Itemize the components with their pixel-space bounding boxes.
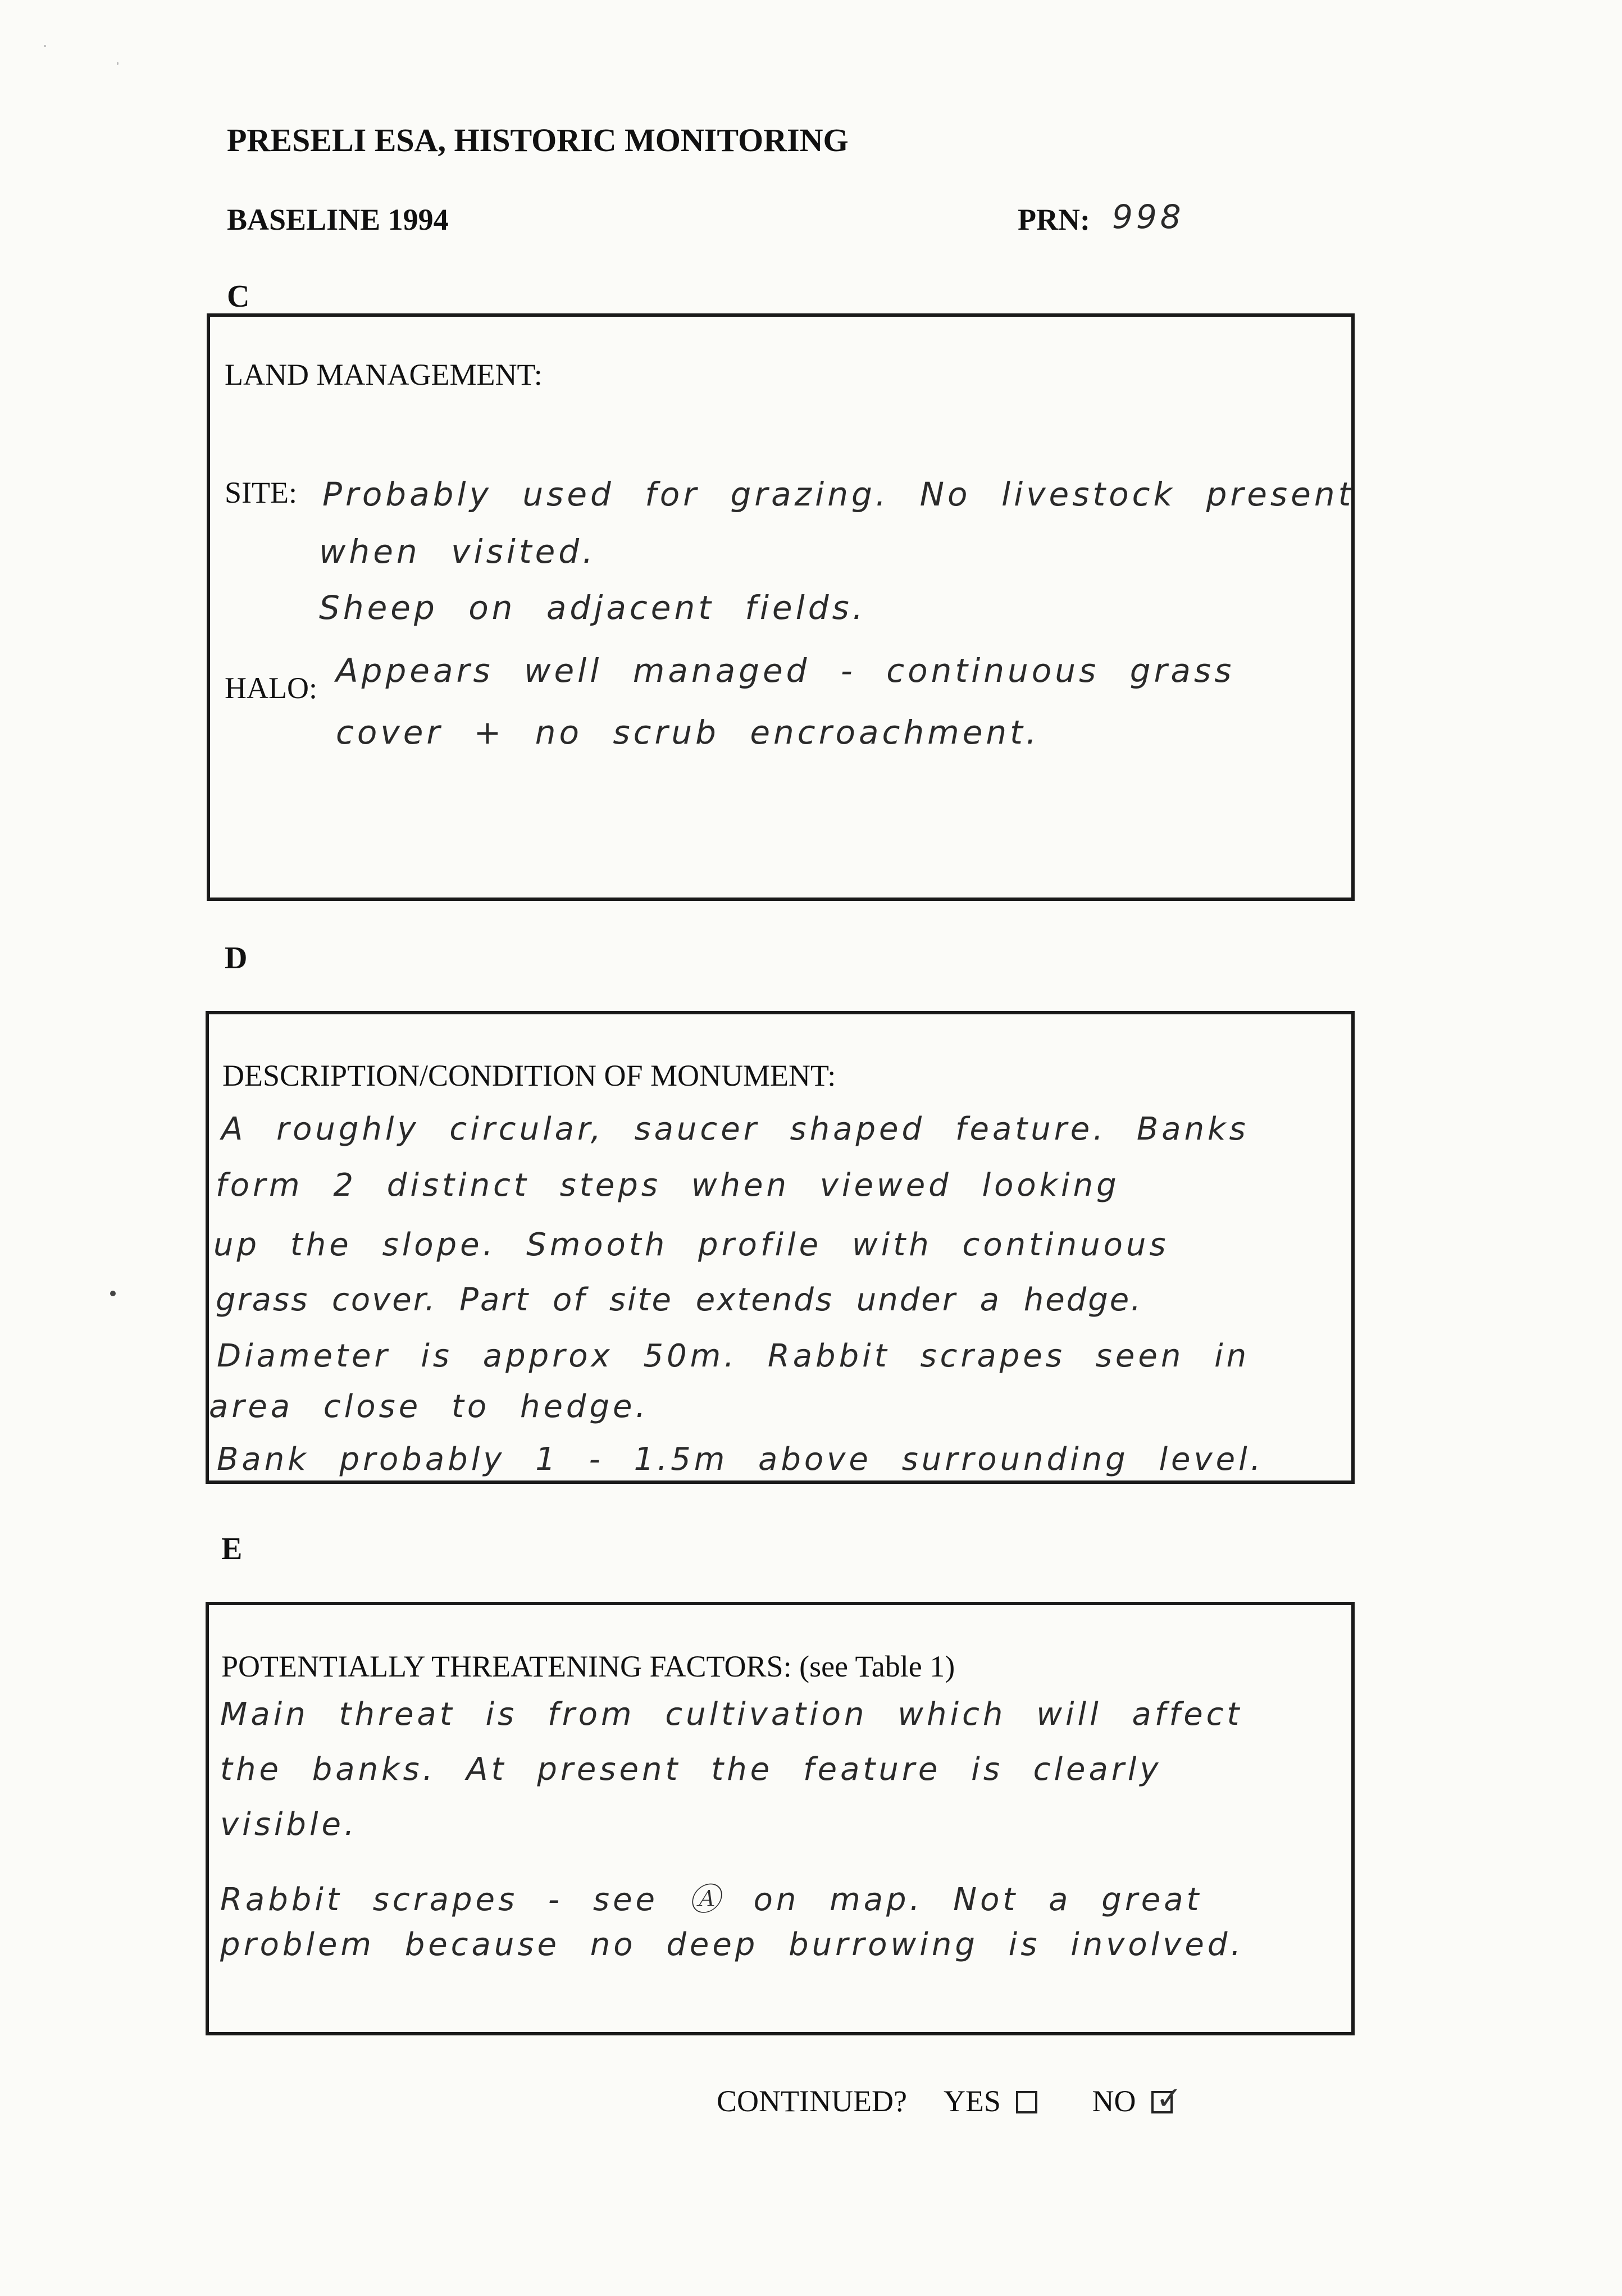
baseline-label: BASELINE 1994	[227, 203, 449, 236]
scan-speck	[44, 45, 46, 47]
description-line-1: A roughly circular, saucer shaped feature. Banks	[221, 1111, 1249, 1147]
description-heading: DESCRIPTION/CONDITION OF MONUMENT:	[222, 1059, 836, 1092]
no-label: NO	[1092, 2084, 1136, 2118]
threatening-factors-heading: POTENTIALLY THREATENING FACTORS: (see Table 1)	[221, 1650, 955, 1683]
site-line-3: Sheep on adjacent fields.	[319, 589, 867, 627]
threat-line-2: the banks. At present the feature is clearly	[220, 1751, 1162, 1788]
description-line-7: Bank probably 1 - 1.5m above surrounding level.	[217, 1441, 1264, 1478]
description-line-3: up the slope. Smooth profile with continuous	[213, 1227, 1169, 1263]
scan-speck	[110, 1291, 116, 1296]
prn-label: PRN:	[1018, 203, 1090, 236]
description-line-6: area close to hedge.	[209, 1388, 649, 1425]
description-line-5: Diameter is approx 50m. Rabbit scrapes seen in	[217, 1338, 1250, 1374]
prn-value: 998	[1112, 198, 1184, 236]
continued-label: CONTINUED?	[717, 2084, 907, 2118]
section-c-letter: C	[227, 279, 250, 314]
section-e-letter: E	[221, 1532, 243, 1566]
threat-line-4: Rabbit scrapes - see Ⓐ on map. Not a great	[220, 1882, 1202, 1918]
halo-label: HALO:	[225, 671, 317, 705]
halo-line-2: cover + no scrub encroachment.	[336, 713, 1040, 751]
land-management-heading: LAND MANAGEMENT:	[225, 358, 543, 391]
threat-line-5: problem because no deep burrowing is involved.	[220, 1926, 1245, 1963]
description-line-4: grass cover. Part of site extends under a hedge.	[216, 1282, 1142, 1318]
check-mark-icon: ✓	[1155, 2080, 1182, 2117]
yes-label: YES	[943, 2084, 1001, 2118]
yes-checkbox[interactable]	[1016, 2091, 1037, 2113]
site-line-2: when visited.	[319, 532, 596, 571]
form-title: PRESELI ESA, HISTORIC MONITORING	[227, 122, 849, 158]
threat-line-1: Main threat is from cultivation which will affect	[220, 1696, 1243, 1733]
description-line-2: form 2 distinct steps when viewed looking	[216, 1167, 1120, 1204]
site-line-1: Probably used for grazing. No livestock present	[322, 475, 1355, 513]
no-checkbox[interactable]	[1151, 2080, 1182, 2117]
site-label: SITE:	[225, 476, 297, 509]
scan-speck	[117, 62, 119, 65]
continued-row	[717, 2080, 1182, 2119]
section-d-letter: D	[225, 941, 248, 976]
threat-line-3: visible.	[220, 1806, 358, 1843]
halo-line-1: Appears well managed - continuous grass	[336, 652, 1235, 690]
